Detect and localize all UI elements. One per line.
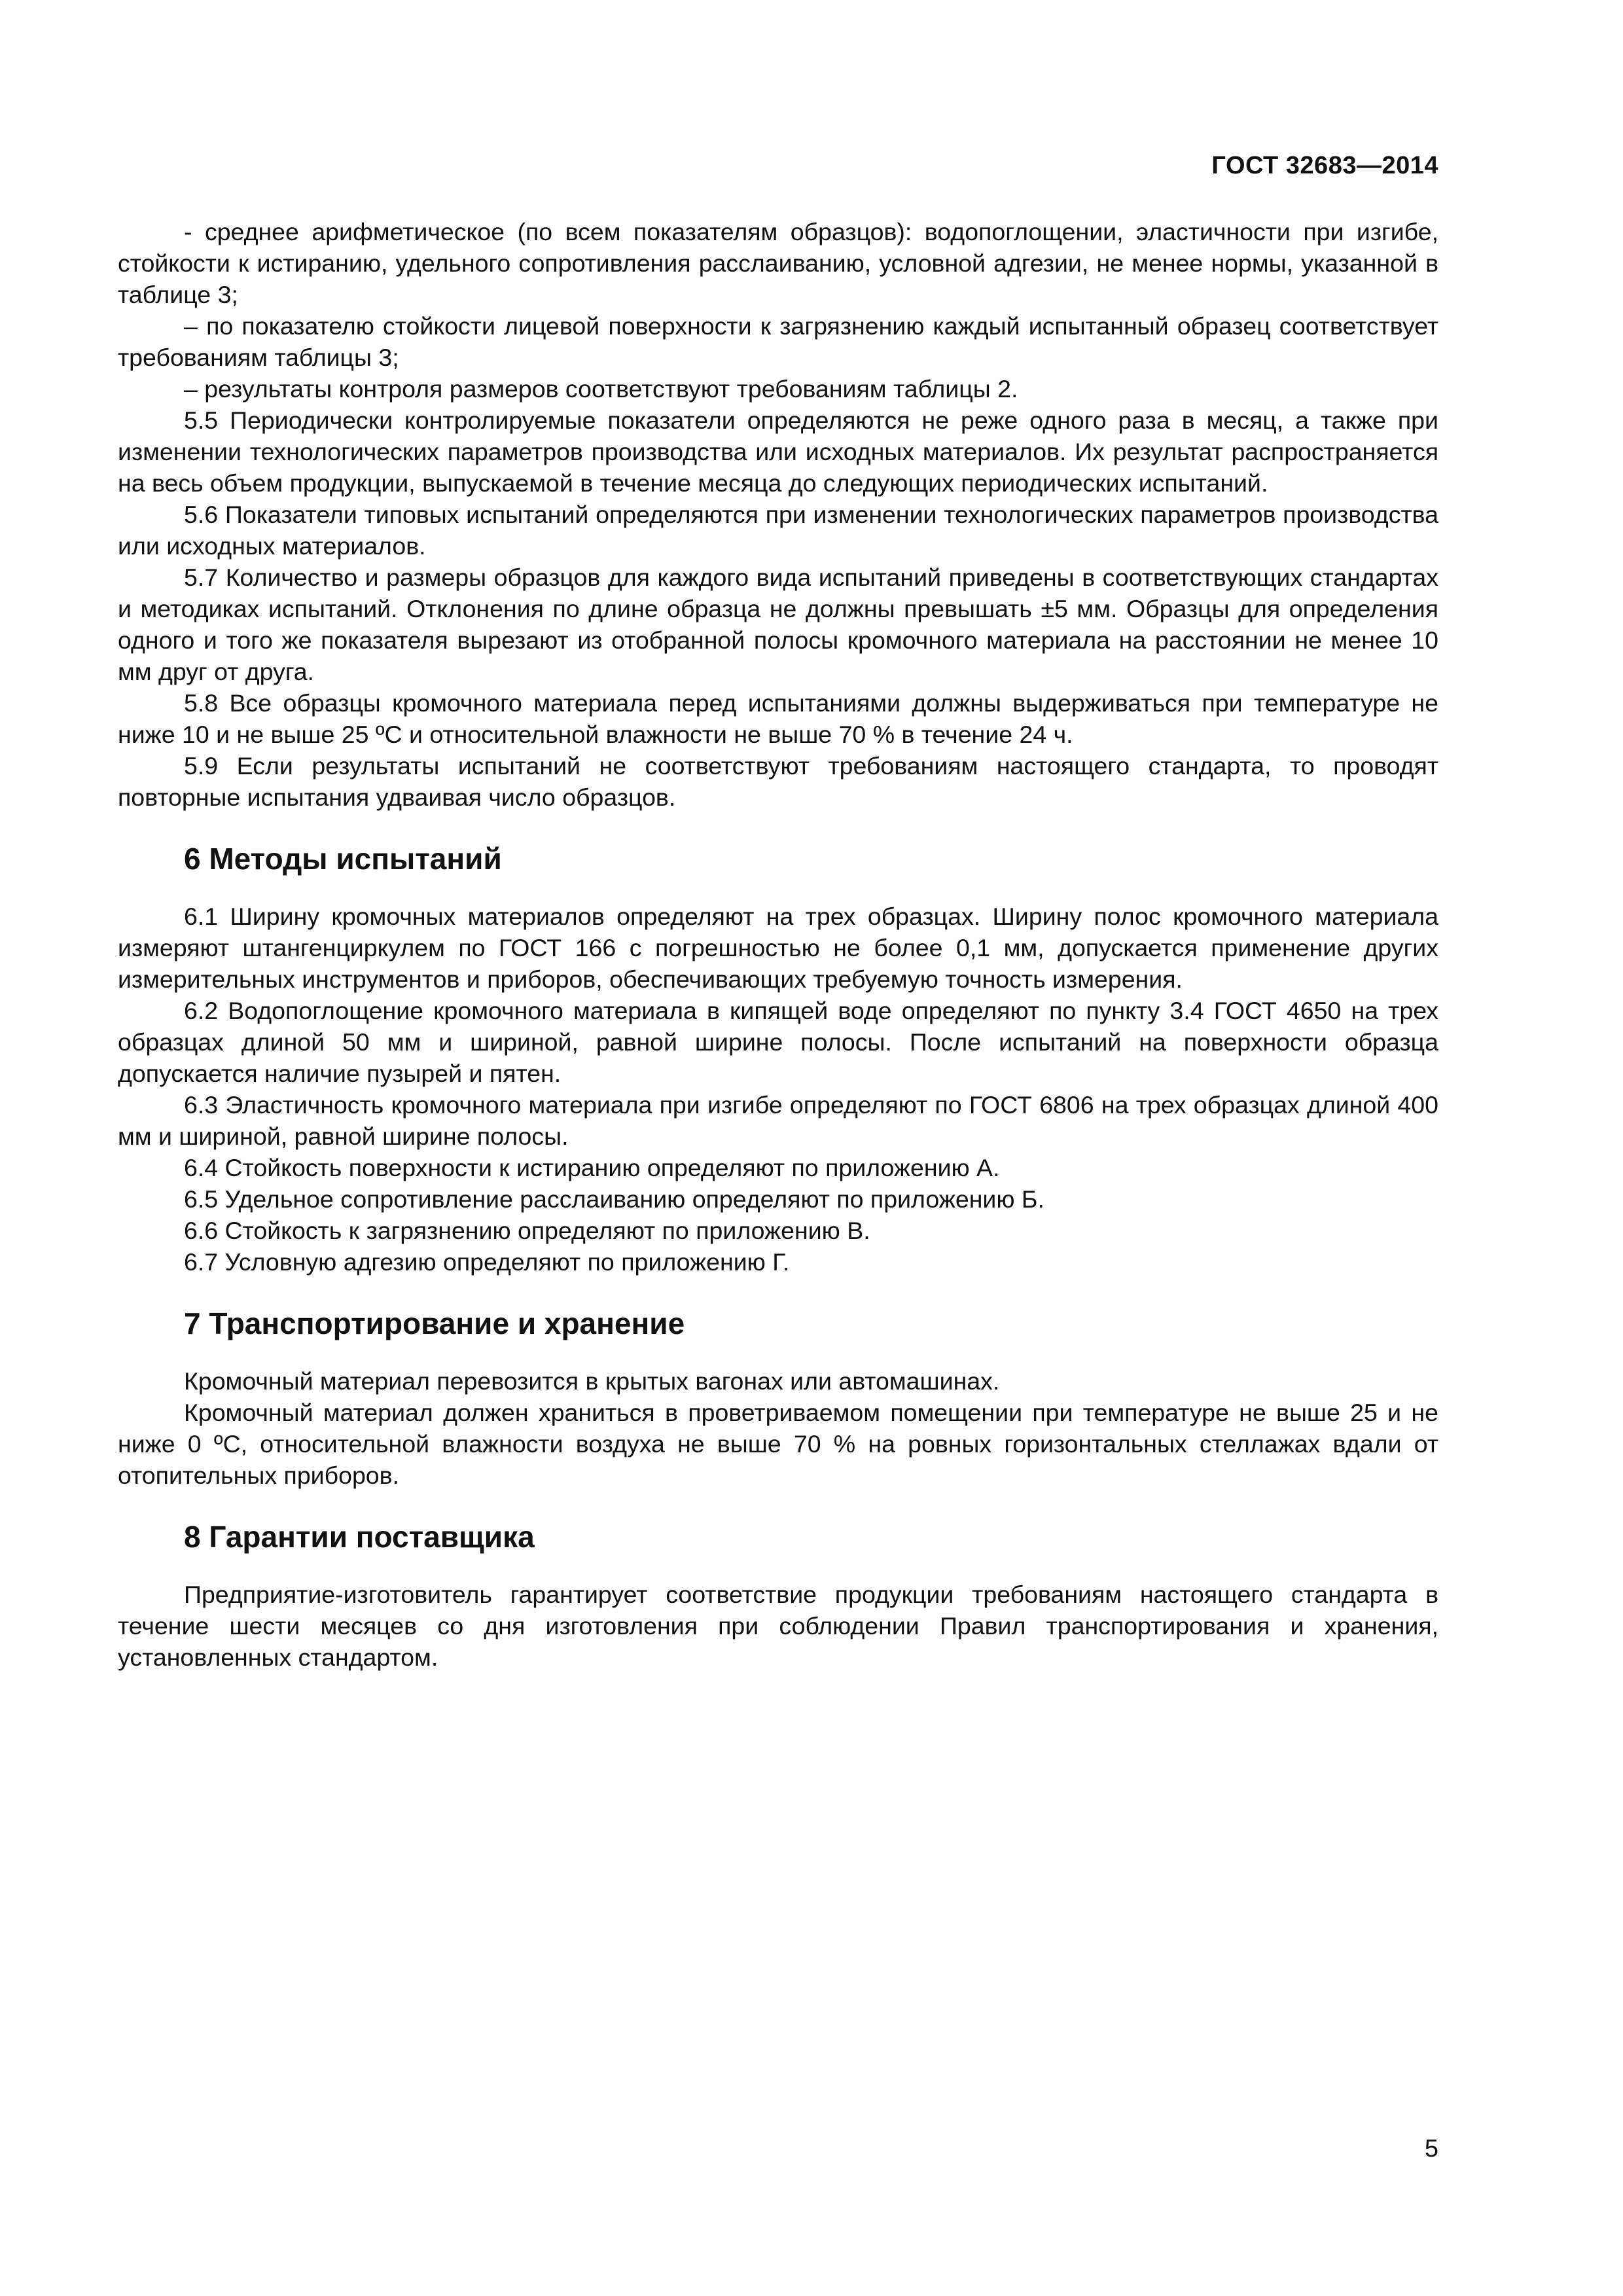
list-item-average: - среднее арифметическое (по всем показателям образцов): водопоглощении, эластичности при изгибе, стойкости к истиранию, удельного сопротивления расслаиванию, условной адгезии, не менее нормы, указанной в таблице 3; bbox=[118, 218, 1438, 308]
section-8-body bbox=[118, 1579, 1438, 1673]
paragraph-5-8: 5.8 Все образцы кромочного материала перед испытаниями должны выдерживаться при температуре не ниже 10 и не выше 25 ºС и относительной влажности не выше 70 % в течение 24 ч. bbox=[118, 689, 1438, 748]
paragraph-5-9: 5.9 Если результаты испытаний не соответствуют требованиям настоящего стандарта, то проводят повторные испытания удваивая число образцов. bbox=[118, 752, 1438, 811]
document-header: ГОСТ 32683—2014 bbox=[1211, 152, 1438, 179]
paragraph-6-3: 6.3 Эластичность кромочного материала при изгибе определяют по ГОСТ 6806 на трех образцах длиной 400 мм и шириной, равной ширине полосы. bbox=[118, 1091, 1438, 1150]
page-number: 5 bbox=[1424, 2135, 1438, 2162]
paragraph-5-5: 5.5 Периодически контролируемые показатели определяются не реже одного раза в месяц, а также при изменении технологических параметров производства или исходных материалов. Их результат распространяется на весь объем продукции, выпускаемой в течение месяца до следующих периодических испытаний. bbox=[118, 406, 1438, 497]
paragraph-5-7: 5.7 Количество и размеры образцов для каждого вида испытаний приведены в соответствующих стандартах и методиках испытаний. Отклонения по длине образца не должны превышать ±5 мм. Образцы для определения одного и того же показателя вырезают из отобранной полосы кромочного материала на расстоянии не менее 10 мм друг от друга. bbox=[118, 564, 1438, 685]
section-8-title: 8 Гарантии поставщика bbox=[184, 1520, 535, 1554]
section-7-body bbox=[118, 1365, 1438, 1491]
paragraph-7-transport: Кромочный материал перевозится в крытых вагонах или автомашинах. bbox=[184, 1367, 1000, 1395]
paragraph-7-storage: Кромочный материал должен храниться в проветриваемом помещении при температуре не выше 25 и не ниже 0 ºС, относительной влажности воздуха не выше 70 % на ровных горизонтальных стеллажах вдали от отопительных приборов. bbox=[118, 1399, 1438, 1489]
section-6-body bbox=[118, 901, 1438, 1278]
intro-block bbox=[118, 216, 1438, 813]
paragraph-6-5: 6.5 Удельное сопротивление расслаиванию определяют по приложению Б. bbox=[184, 1185, 1044, 1213]
section-6-title: 6 Методы испытаний bbox=[184, 842, 502, 876]
paragraph-5-6: 5.6 Показатели типовых испытаний определяются при изменении технологических параметров производства или исходных материалов. bbox=[118, 501, 1438, 560]
paragraph-6-7: 6.7 Условную адгезию определяют по приложению Г. bbox=[184, 1248, 790, 1276]
paragraph-8-guarantee: Предприятие-изготовитель гарантирует соответствие продукции требованиям настоящего стандарта в течение шести месяцев со дня изготовления при соблюдении Правил транспортирования и хранения, установленных стандартом. bbox=[118, 1581, 1438, 1671]
section-7-title: 7 Транспортирование и хранение bbox=[184, 1306, 685, 1340]
paragraph-6-1: 6.1 Ширину кромочных материалов определяют на трех образцах. Ширину полос кромочного материала измеряют штангенциркулем по ГОСТ 166 с погрешностью не более 0,1 мм, допускается применение других измерительных инструментов и приборов, обеспечивающих требуемую точность измерения. bbox=[118, 903, 1438, 993]
paragraph-6-6: 6.6 Стойкость к загрязнению определяют по приложению В. bbox=[184, 1217, 870, 1244]
list-item-dimensions: – результаты контроля размеров соответствуют требованиям таблицы 2. bbox=[184, 375, 1018, 403]
list-item-contamination: – по показателю стойкости лицевой поверхности к загрязнению каждый испытанный образец соответствует требованиям таблицы 3; bbox=[118, 312, 1438, 371]
document-body bbox=[118, 216, 1438, 1673]
paragraph-6-4: 6.4 Стойкость поверхности к истиранию определяют по приложению А. bbox=[184, 1154, 1000, 1181]
paragraph-6-2: 6.2 Водопоглощение кромочного материала в кипящей воде определяют по пункту 3.4 ГОСТ 4650 на трех образцах длиной 50 мм и шириной, равной ширине полосы. После испытаний на поверхности образца допускается наличие пузырей и пятен. bbox=[118, 997, 1438, 1087]
